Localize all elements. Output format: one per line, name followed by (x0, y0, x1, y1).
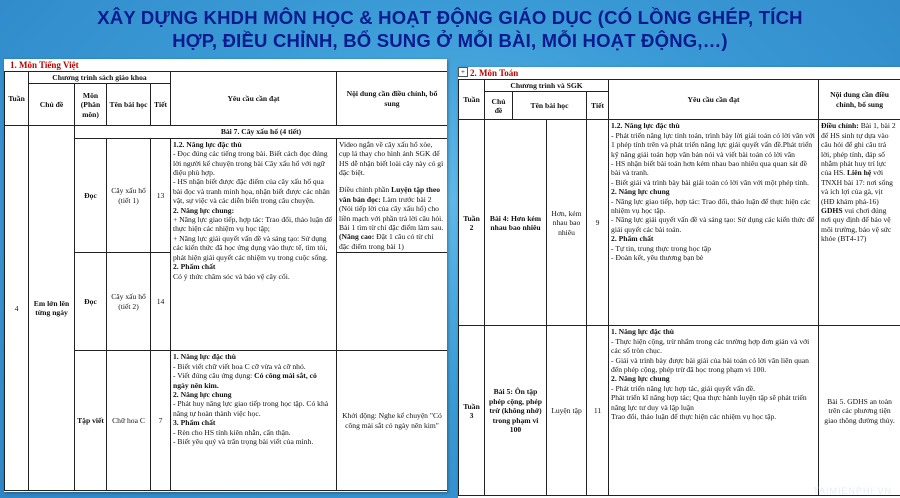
req-heading: 1.2. Năng lực đặc thù (611, 121, 680, 131)
slide-title-line-1: XÂY DỰNG KHDH MÔN HỌC & HOẠT ĐỘNG GIÁO DỤC (CÓ LỒNG GHÉP, TÍCH (97, 7, 803, 28)
lesson-cell: Bài 4: Hơn kém nhau bao nhiêu (485, 120, 547, 326)
req-text (173, 362, 334, 390)
req-text-bold: Có công mài sắt, có ngày nên kim. (173, 371, 317, 390)
col-header-period: Tiết (587, 92, 609, 120)
adjustment-text-part: Làm trước bài 2 (Nói tiếp lời của cây xấu hổ) cho liền mạch với phần trả lời câu hỏi. Bài 1 tìm từ chỉ đặc điểm làm sau. (339, 194, 444, 233)
vietnamese-plan-sheet (4, 59, 447, 492)
week-cell: 4 (5, 126, 29, 491)
req-text: - Thực hiện cộng, trừ nhẩm trong các trường hợp đơn giản và với các số tròn chục. - Giải và trình bày được bài giải của bài toán có lời văn liên quan đến phép cộng, phép trừ đã học trong phạm vi 100. (611, 336, 810, 375)
col-header-week: Tuần (459, 80, 485, 120)
period-cell: 14 (151, 253, 171, 351)
adjustment-text-bold: Điều chỉnh: (821, 121, 859, 131)
period-cell: 13 (151, 138, 171, 252)
vietnamese-plan-table (4, 71, 447, 491)
col-header-requirements: Yêu cầu cần đạt (609, 80, 819, 120)
req-text: - Tự tin, trung thực trong học tập - Đoàn kết, yêu thương bạn bè (611, 243, 712, 263)
adjustment-cell (337, 138, 448, 252)
col-header-topic: Chủ đề (29, 84, 75, 126)
period-cell: 9 (587, 120, 609, 326)
req-text-part: - Biết viết chữ viết hoa C cỡ vừa và cỡ nhỏ. - Viết đúng câu ứng dụng: (173, 361, 306, 381)
req-text: Có ý thức chăm sóc và bảo vệ cây cối. (173, 271, 290, 281)
subject-cell: Tập viết (75, 351, 107, 491)
req-heading: 1.2. Năng lực đặc thù (173, 139, 242, 149)
col-header-textbook-program: Chương trình sách giáo khoa (29, 72, 171, 84)
req-heading: 2. Năng lực chung (173, 389, 232, 399)
col-header-subject: Môn (Phân môn) (75, 84, 107, 126)
req-heading: 2. Năng lực chung: (173, 205, 235, 215)
topic-cell: Em lớn lên từng ngày (29, 126, 75, 491)
adjustment-text-part: Đặt 1 câu có từ chỉ đặc điểm trong bài 1) (339, 232, 434, 251)
col-header-lesson-name: Tên bài học (107, 84, 151, 126)
adjustment-text-part: Điều chỉnh phần (339, 185, 392, 195)
adjustment-text (339, 185, 445, 251)
req-text: - Rèn cho HS tính kiên nhẫn, cẩn thận. - Biết yêu quý và trân trọng bài viết của mình. (173, 427, 314, 446)
req-text: - Phát triển năng lực hợp tác, giải quyết vấn đề. Phát triển kĩ năng hợp tác; Qua thực hành luyện tập sẽ phát triển năng lực tư duy và lập luận Trao đổi, thảo luận để thực hiện các nhiệm vụ học tập. (611, 383, 807, 422)
adjustment-text-bold: GDHS (821, 206, 843, 216)
col-header-week: Tuần (5, 72, 29, 126)
req-heading: 3. Phẩm chất (173, 418, 216, 428)
adjustment-text-bold: Liên hệ (846, 168, 872, 178)
col-header-requirements: Yêu cầu cần đạt (171, 72, 337, 126)
adjustment-cell: Bài 5. GDHS an toàn trên các phương tiện giao thông đường thủy. (819, 326, 900, 496)
req-heading: 1. Năng lực đặc thù (611, 327, 675, 337)
week-cell: Tuần 3 (459, 326, 485, 496)
adjustment-cell (337, 253, 448, 351)
adjustment-cell (819, 120, 900, 326)
req-heading: 2. Phẩm chất (173, 262, 216, 272)
req-text: - Đọc đúng các tiếng trong bài. Biết cách đọc đúng lời người kể chuyện trong bài Cây xấu hổ với ngữ điệu phù hợp. - HS nhận biết được đặc điểm của cây xấu hổ qua bài đọc và tranh minh họa, nhận biết được các nhân vật, sự việc và các diễn biến trong câu chuyện. (173, 149, 330, 206)
lesson-name-cell: Chữ hoa C (107, 351, 151, 491)
col-header-adjustments: Nội dung cần điều chỉnh, bổ sung (337, 72, 448, 126)
section-heading-math: 2. Môn Toán (470, 68, 519, 78)
lesson-name-cell: Cây xấu hổ (tiết 2) (107, 253, 151, 351)
col-header-topic: Chủ đề (485, 92, 513, 120)
lesson-name-cell: Cây xấu hổ (tiết 1) (107, 138, 151, 252)
col-header-program-textbook: Chương trình và SGK (485, 80, 609, 92)
col-header-period: Tiết (151, 84, 171, 126)
slide-title (0, 6, 900, 52)
adjustment-text-bold: Luyện tập theo văn bản đọc: (339, 185, 441, 204)
adjustment-text-bold: (Nâng cao: (339, 232, 375, 242)
subject-cell: Đọc (75, 253, 107, 351)
req-heading: 2. Năng lực chung (611, 374, 670, 384)
lesson-cell: Bài 5: Ôn tập phép cộng, phép trừ (không nhớ) trong phạm vi 100 (485, 326, 547, 496)
math-plan-table (458, 79, 900, 496)
period-cell: 7 (151, 351, 171, 491)
col-header-lesson-name: Tên bài học (513, 92, 587, 120)
req-heading: 2. Năng lực chung (611, 187, 670, 197)
move-handle-icon[interactable]: + (458, 67, 468, 77)
req-text: - Năng lực giao tiếp, hợp tác: Trao đổi, thảo luận để thực hiện các nhiệm vụ học tập. - Năng lực giải quyết vấn đề và sáng tạo: Sử dụng các kiến thức để giải quyết các bài toán. (611, 196, 815, 234)
req-text: + Năng lực giao tiếp, hợp tác: Trao đổi, thảo luận để thực hiện các nhiệm vụ học tập; + Năng lực giải quyết vấn đề và sáng tạo: Sử dụng các kiến thức đã học ứng dụng vào thực tế, tìm tòi, phát hiện giải quyết các nhiệm vụ trong cuộc sống. (173, 215, 332, 262)
lesson-title: Bài 7. Cây xấu hổ (4 tiết) (75, 126, 448, 138)
req-text: - Phát triển năng lực tính toán, trình bày lời giải toán có lời văn với 1 phép tính trên và phát triển năng lực giải quyết vấn đề.Phát triển kỹ năng giải toán hợp văn bản nói và viết bài toán có lời văn - HS nhận biết bài toán hơn kém nhau bao nhiêu qua quan sát đề bài và tranh. - Biết giải và trình bày bài giải toán có lời văn với một phép tính. (611, 130, 815, 187)
math-plan-sheet (458, 67, 900, 498)
week-cell: Tuần 2 (459, 120, 485, 326)
req-heading: 1. Năng lực đặc thù (173, 352, 236, 362)
watermark: TAIMIENPHI.VN (813, 486, 892, 496)
lesson-name-cell: Luyện tập (547, 326, 587, 496)
section-heading-vietnamese: 1. Môn Tiếng Việt (10, 60, 79, 70)
adjustment-text: Video ngắn về cây xấu hổ xòe, cụp lá thay cho hình ảnh SGK để HS dễ nhận biết loài cây này có gì đặc biệt. (339, 139, 444, 178)
requirements-cell (609, 326, 819, 496)
req-heading: 2. Phẩm chất (611, 234, 654, 244)
requirements-cell (171, 351, 337, 491)
requirements-cell (609, 120, 819, 326)
slide-title-line-2: HỢP, ĐIỀU CHỈNH, BỔ SUNG Ở MỖI BÀI, MỖI HOẠT ĐỘNG,…) (172, 30, 728, 51)
adjustment-text-part: vui chơi đúng nơi quy định để bảo vệ môi trường, bảo vệ sức khỏe (BT4-17) (821, 206, 892, 244)
req-text: - Phát huy năng lực giao tiếp trong học tập. Có khả năng tự hoàn thành việc học. (173, 399, 329, 418)
col-header-adjustments: Nội dung cần điều chỉnh, bổ sung (819, 80, 900, 120)
requirements-cell (171, 138, 337, 350)
lesson-name-cell: Hơn, kém nhau bao nhiêu (547, 120, 587, 326)
adjustment-text-part: Bài 1, bài 2 để HS sinh tự dựa vào câu hỏi để ghi câu trả lời, phép tính, đáp số nhằm phát huy trí lực của HS. (821, 121, 896, 178)
period-cell: 11 (587, 326, 609, 496)
adjustment-text-part: với TNXH bài 17: nơi sống và ích lợi của gà, vịt (HĐ khám phá-16) (821, 168, 893, 206)
adjustment-cell: Khởi động: Nghe kể chuyện "Có công mài sắt có ngày nên kim" (337, 351, 448, 491)
subject-cell: Đọc (75, 138, 107, 252)
